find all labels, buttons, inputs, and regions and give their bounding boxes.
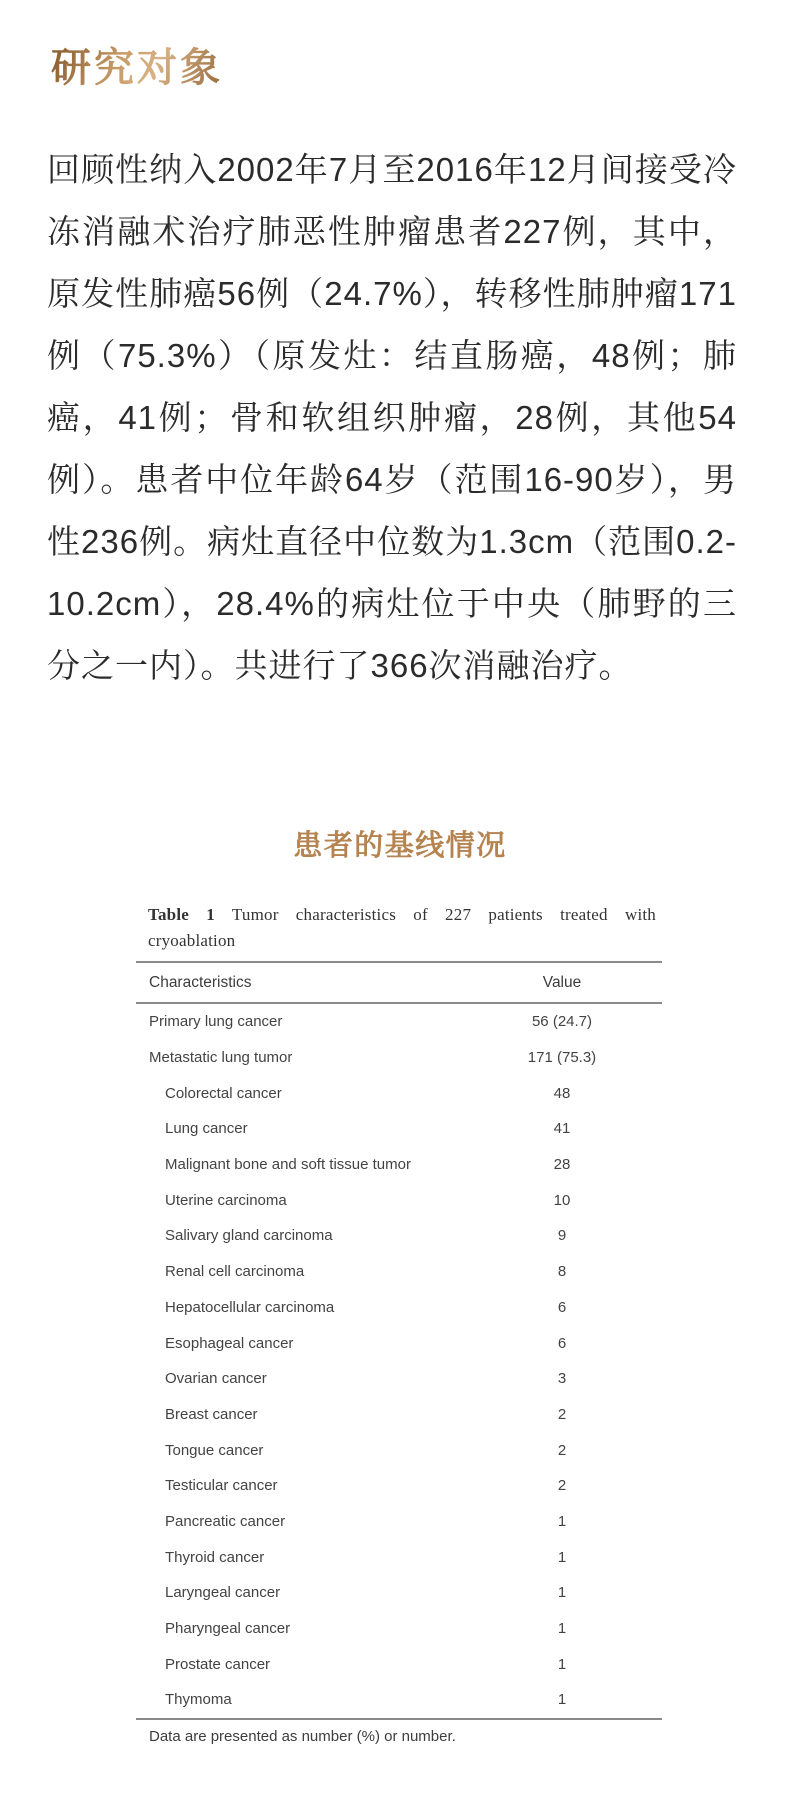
row-value: 2 — [557, 1441, 567, 1459]
row-label: Laryngeal cancer — [165, 1584, 281, 1602]
table-caption — [148, 902, 656, 954]
row-label: Prostate cancer — [165, 1655, 271, 1673]
table-row — [136, 1575, 662, 1611]
table-row — [136, 1539, 662, 1575]
row-value: 2 — [557, 1405, 567, 1423]
table-row — [136, 1182, 662, 1218]
table-row — [136, 1682, 662, 1718]
table-figure — [136, 900, 662, 1745]
row-label: Renal cell carcinoma — [165, 1263, 305, 1281]
row-value: 56 (24.7) — [531, 1013, 593, 1031]
table-row — [136, 1432, 662, 1468]
table-row — [136, 1040, 662, 1076]
table-row — [136, 1218, 662, 1254]
row-value: 1 — [557, 1691, 567, 1709]
row-value: 1 — [557, 1584, 567, 1602]
table-row — [136, 1468, 662, 1504]
row-label: Uterine carcinoma — [165, 1191, 287, 1209]
row-value: 3 — [557, 1370, 567, 1388]
row-label: Colorectal cancer — [165, 1084, 282, 1102]
row-label: Esophageal cancer — [165, 1334, 294, 1352]
table-row — [136, 1111, 662, 1147]
body-paragraph: 回顾性纳入2002年7月至2016年12月间接受冷冻消融术治疗肺恶性肿瘤患者227例，其中，原发性肺癌56例（24.7%），转移性肺肿瘤171例（75.3%）（原发灶：结直肠癌，48例；肺癌，41例；骨和软组织肿瘤，28例，其他54例）。患者中位年龄64岁（范围16-90岁），男性236例。病灶直径中位数为1.3cm（范围0.2-10.2cm），28.4%的病灶位于中央（肺野的三分之一内）。共进行了366次消融治疗。 — [47, 151, 737, 684]
table-row — [136, 1325, 662, 1361]
row-label: Breast cancer — [165, 1405, 258, 1423]
row-value: 2 — [557, 1477, 567, 1495]
row-value: 41 — [553, 1120, 571, 1138]
column-header-characteristics: Characteristics — [149, 973, 252, 991]
page-title: 研究对象 — [51, 45, 223, 90]
row-value: 6 — [557, 1298, 567, 1316]
table-row — [136, 1075, 662, 1111]
row-label: Malignant bone and soft tissue tumor — [165, 1156, 411, 1174]
table-row — [136, 1004, 662, 1040]
table-caption-text: Tumor characteristics of 227 patients treated with cryoablation — [148, 905, 656, 950]
table-header-row — [136, 963, 662, 1002]
row-label: Pancreatic cancer — [165, 1512, 286, 1530]
table-section-title: 患者的基线情况 — [293, 830, 507, 862]
table-row — [136, 1611, 662, 1647]
table-body — [136, 1004, 662, 1718]
row-value: 10 — [553, 1191, 571, 1209]
row-label: Primary lung cancer — [149, 1013, 283, 1031]
row-value: 1 — [557, 1548, 567, 1566]
table-row — [136, 1254, 662, 1290]
table-caption-number: Table 1 — [148, 905, 215, 924]
table-row — [136, 1397, 662, 1433]
row-value: 171 (75.3) — [527, 1049, 597, 1067]
row-label: Tongue cancer — [165, 1441, 264, 1459]
table-row — [136, 1361, 662, 1397]
row-label: Metastatic lung tumor — [149, 1049, 293, 1067]
row-label: Pharyngeal cancer — [165, 1620, 291, 1638]
row-label: Lung cancer — [165, 1120, 248, 1138]
row-label: Hepatocellular carcinoma — [165, 1298, 335, 1316]
row-value: 9 — [557, 1227, 567, 1245]
table-row — [136, 1147, 662, 1183]
table-row — [136, 1646, 662, 1682]
row-value: 1 — [557, 1512, 567, 1530]
row-label: Testicular cancer — [165, 1477, 278, 1495]
row-label: Salivary gland carcinoma — [165, 1227, 333, 1245]
table-rule-bottom — [136, 1718, 662, 1720]
row-value: 8 — [557, 1263, 567, 1281]
row-label: Ovarian cancer — [165, 1370, 267, 1388]
column-header-value: Value — [542, 973, 582, 991]
row-value: 48 — [553, 1084, 571, 1102]
table-row — [136, 1290, 662, 1326]
row-value: 1 — [557, 1655, 567, 1673]
table-footnote: Data are presented as number (%) or number. — [149, 1727, 456, 1745]
row-label: Thyroid cancer — [165, 1548, 265, 1566]
row-label: Thymoma — [165, 1691, 232, 1709]
row-value: 1 — [557, 1620, 567, 1638]
table-row — [136, 1504, 662, 1540]
row-value: 6 — [557, 1334, 567, 1352]
row-value: 28 — [553, 1156, 571, 1174]
